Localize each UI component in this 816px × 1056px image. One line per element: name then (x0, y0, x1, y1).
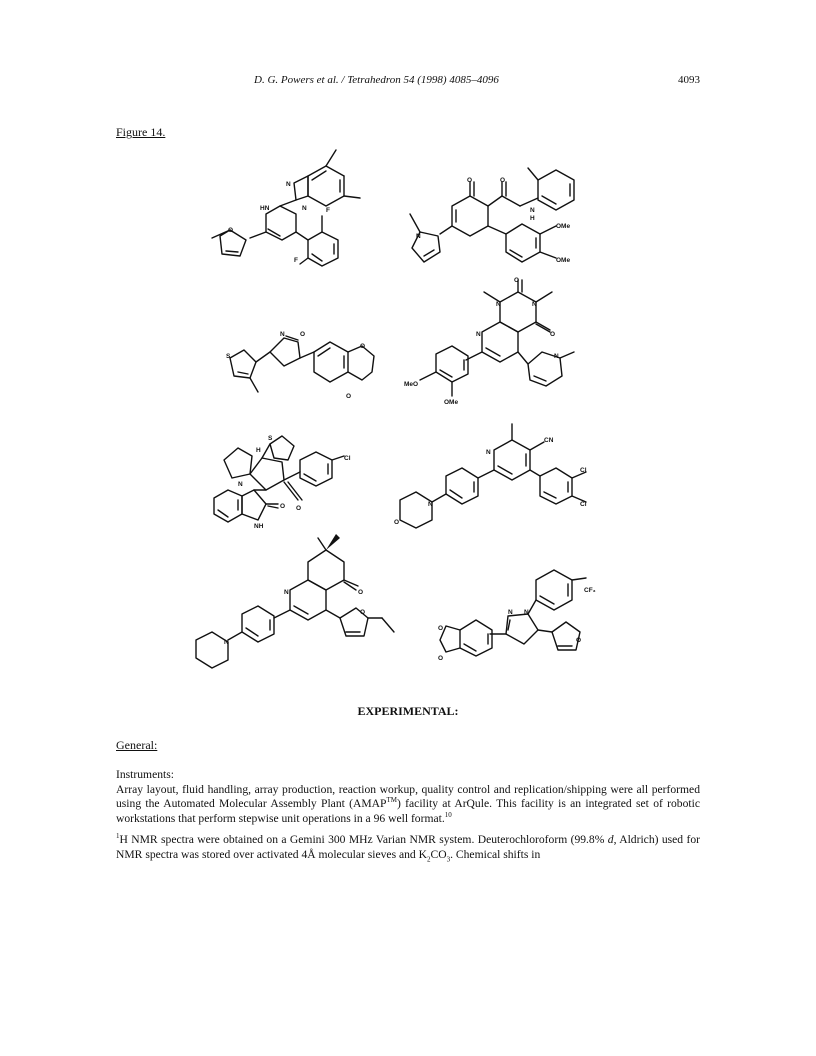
atom-label: F (326, 207, 330, 214)
structure-3 (230, 336, 374, 392)
atom-label: NH (254, 523, 264, 530)
atom-label: OMe (556, 223, 571, 230)
instruments-text: Array layout, fluid handling, array production, reaction workup, quality control and replication/shipping were all performed using the Automated Molecular Assembly Plant (AMAP (116, 782, 700, 810)
instruments-text-2: ) facility at ArQule. This facility is an integrated set of robotic workstations that perform stepwise unit operations in a 96 well format. (116, 797, 700, 825)
atom-label: N (286, 181, 291, 188)
atom-label: O (394, 519, 400, 526)
atom-label: O (438, 655, 444, 662)
structure-4 (420, 280, 574, 396)
structure-5 (214, 436, 344, 522)
atom-label: N (486, 449, 491, 456)
structure-6 (400, 424, 586, 528)
atom-label: O (360, 343, 366, 350)
general-subheading: General: (116, 738, 158, 752)
atom-label: N (416, 233, 421, 240)
atom-label: O (358, 589, 364, 596)
atom-label: Cl (580, 501, 587, 508)
page-number: 4093 (678, 74, 700, 86)
nmr-line-2c: . Chemical shifts in (450, 847, 541, 861)
atom-label: N (476, 331, 481, 338)
reference-sup: 10 (444, 810, 452, 819)
nmr-line-1-end: , (613, 833, 617, 846)
atom-label: O (360, 609, 366, 616)
instruments-paragraph (116, 768, 700, 826)
atom-label: N (524, 609, 529, 616)
atom-label: H (256, 447, 261, 454)
atom-label: N (532, 301, 537, 308)
atom-label: N (530, 207, 535, 214)
atom-label: N (302, 205, 307, 212)
atom-label: CN (544, 437, 554, 444)
journal-citation: D. G. Powers et al. / Tetrahedron 54 (1998) 4085–4096 (254, 74, 499, 86)
atom-label: HN (260, 205, 270, 212)
atom-label: O (228, 227, 234, 234)
atom-label: N (496, 301, 501, 308)
atom-label: N (554, 353, 559, 360)
atom-label: O (576, 637, 582, 644)
atom-label: S (268, 435, 273, 442)
atom-label: N (280, 331, 285, 338)
atom-label: N (428, 501, 433, 508)
atom-label: O (500, 177, 506, 184)
structure-1 (212, 150, 360, 266)
figure-label: Figure 14. (116, 125, 166, 139)
atom-label: N (224, 639, 229, 646)
nmr-line-2a: Aldrich) used for NMR spectra was stored over activated 4Å molecular sieves and K (116, 833, 700, 861)
atom-label: Cl (580, 467, 587, 474)
nmr-paragraph (116, 833, 700, 862)
atom-label: F (294, 257, 298, 264)
atom-label: O (300, 331, 306, 338)
atom-label: OMe (556, 257, 571, 264)
nmr-line-2b: CO (430, 847, 447, 861)
nmr-sub-1: 2 (427, 854, 431, 863)
atom-label: O (438, 625, 444, 632)
nmr-d-italic: d (607, 833, 614, 846)
atom-label: N (238, 481, 243, 488)
structure-2 (410, 168, 574, 262)
trademark-sup: TM (386, 796, 398, 805)
experimental-heading: EXPERIMENTAL: (357, 704, 459, 718)
instruments-label: Instruments: (116, 768, 174, 781)
nmr-line-1: H NMR spectra were obtained on a Gemini 300 MHz Varian NMR system. Deuterochloroform (99.8% (119, 833, 608, 846)
atom-label: N (284, 589, 289, 596)
atom-label: CF₃ (584, 587, 596, 594)
atom-label: H (530, 215, 535, 222)
atom-label: O (346, 393, 352, 400)
atom-label: MeO (404, 381, 419, 388)
nmr-isotope-sup: 1 (116, 832, 120, 841)
atom-label: N (508, 609, 513, 616)
atom-label: O (280, 503, 286, 510)
structure-8 (440, 570, 586, 656)
atom-label: O (467, 177, 473, 184)
atom-label: O (514, 277, 520, 284)
nmr-sub-2: 3 (446, 854, 451, 863)
atom-label: Cl (344, 455, 351, 462)
atom-label: S (226, 353, 231, 360)
atom-label: O (296, 505, 302, 512)
atom-label: OMe (444, 399, 459, 406)
structure-7 (196, 534, 394, 668)
atom-label: O (550, 331, 556, 338)
